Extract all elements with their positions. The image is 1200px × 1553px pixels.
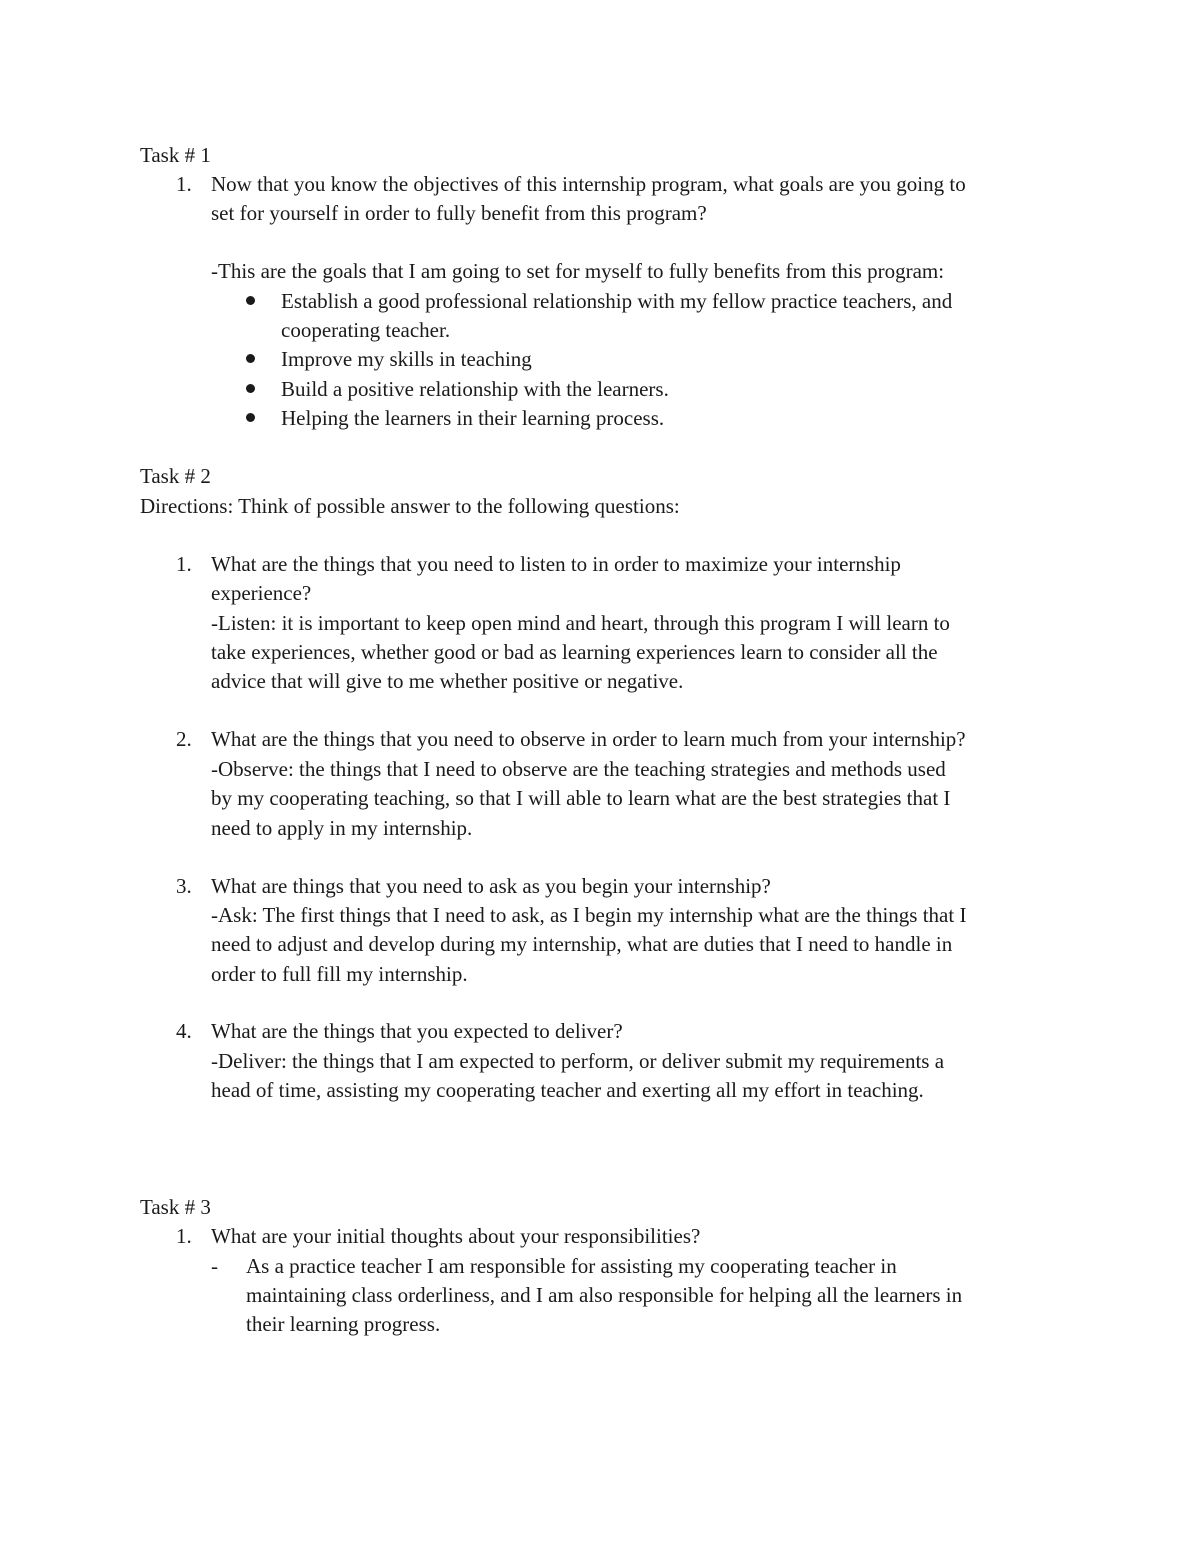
goal-item: Build a positive relationship with the learners. (281, 377, 669, 401)
task-2-item-line: order to full fill my internship. (211, 962, 468, 986)
task-2-item-line: take experiences, whether good or bad as learning experiences learn to consider all the (211, 640, 938, 664)
goal-item: Establish a good professional relationship with my fellow practice teachers, and (281, 289, 953, 313)
task-2-item-line: What are the things that you need to observe in order to learn much from your internship? (211, 727, 966, 751)
dash-marker: - (211, 1254, 218, 1278)
task-2-item-line: by my cooperating teaching, so that I will able to learn what are the best strategies that I (211, 786, 951, 810)
task-2-heading: Task # 2 (140, 464, 211, 488)
task-3-question: What are your initial thoughts about your responsibilities? (211, 1224, 701, 1248)
bullet-icon (246, 384, 255, 393)
goal-item: Helping the learners in their learning process. (281, 406, 665, 430)
task-2-item-line: -Observe: the things that I need to observe are the teaching strategies and methods used (211, 757, 946, 781)
task-3-heading: Task # 3 (140, 1195, 211, 1219)
task-2-item-line: -Ask: The first things that I need to ask, as I begin my internship what are the things that I (211, 903, 967, 927)
bullet-icon (246, 413, 255, 422)
task-2-item-line: need to adjust and develop during my internship, what are duties that I need to handle in (211, 932, 953, 956)
task-2-item-line: What are things that you need to ask as you begin your internship? (211, 874, 771, 898)
goal-item-continuation: cooperating teacher. (281, 318, 451, 342)
task-2-item-line: experience? (211, 581, 312, 605)
task-1-question-line: Now that you know the objectives of this internship program, what goals are you going to (211, 172, 966, 196)
bullet-icon (246, 296, 255, 305)
task-2-item-line: What are the things that you need to listen to in order to maximize your internship (211, 552, 901, 576)
task-3-answer-line: their learning progress. (246, 1312, 441, 1336)
task-2-item-number: 4. (176, 1019, 192, 1043)
goal-item: Improve my skills in teaching (281, 347, 532, 371)
task-2-item-number: 2. (176, 727, 192, 751)
task-2-item-line: need to apply in my internship. (211, 816, 473, 840)
task-2-item-number: 3. (176, 874, 192, 898)
task-2-item-line: -Deliver: the things that I am expected to perform, or deliver submit my requirements a (211, 1049, 945, 1073)
task-2-item-line: advice that will give to me whether positive or negative. (211, 669, 684, 693)
task-2-item-line: head of time, assisting my cooperating teacher and exerting all my effort in teaching. (211, 1078, 924, 1102)
task-3-answer-line: maintaining class orderliness, and I am also responsible for helping all the learners in (246, 1283, 963, 1307)
task-1-goals-intro: -This are the goals that I am going to set for myself to fully benefits from this program: (211, 259, 945, 283)
task-1-question-number: 1. (176, 172, 192, 196)
task-1-question-line: set for yourself in order to fully benefit from this program? (211, 201, 707, 225)
task-1-heading: Task # 1 (140, 143, 211, 167)
task-2-item-number: 1. (176, 552, 192, 576)
task-2-item-line: -Listen: it is important to keep open mind and heart, through this program I will learn to (211, 611, 950, 635)
task-3-answer-line: As a practice teacher I am responsible for assisting my cooperating teacher in (246, 1254, 897, 1278)
task-3-question-number: 1. (176, 1224, 192, 1248)
bullet-icon (246, 354, 255, 363)
task-2-directions: Directions: Think of possible answer to the following questions: (140, 494, 680, 518)
task-2-item-line: What are the things that you expected to deliver? (211, 1019, 623, 1043)
